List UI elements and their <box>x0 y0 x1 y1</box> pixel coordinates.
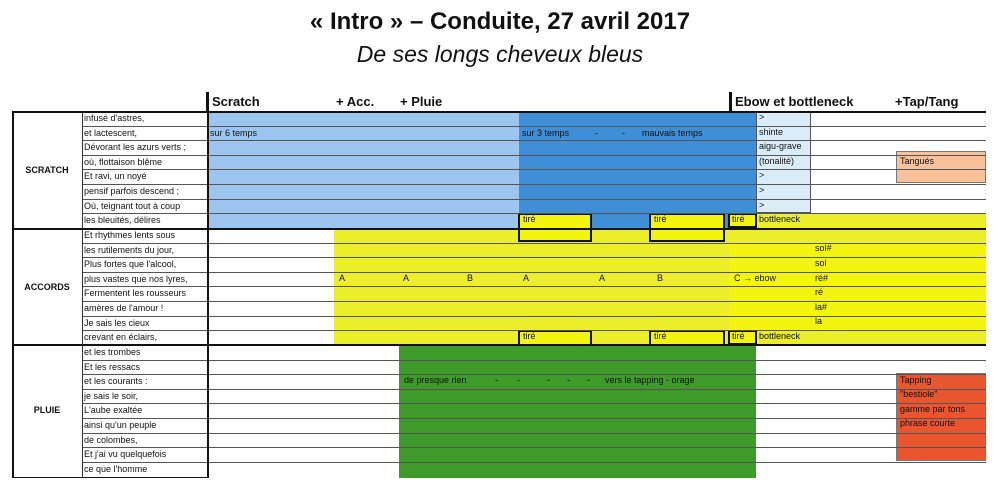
row-line <box>82 243 986 244</box>
row-line <box>82 272 986 273</box>
lyric-line: Je sais les cieux <box>84 317 150 328</box>
ebow-note: shinte <box>759 127 784 137</box>
ebow-note: (tonalité) <box>759 156 795 166</box>
note-label: ré# <box>815 273 829 283</box>
bottleneck-label: bottleneck <box>759 331 801 341</box>
tap-box-line: gamme par tons <box>900 404 966 414</box>
tap-box-line: phrase courte <box>900 418 956 428</box>
section-divider <box>82 111 83 478</box>
chord-letter: B <box>657 273 664 283</box>
ebow-note: > <box>759 112 765 122</box>
chord-letter: A <box>403 273 410 283</box>
row-line <box>82 403 986 404</box>
lyric-line: Fermentent les rousseurs <box>84 288 187 299</box>
header-divider <box>729 92 732 111</box>
header-scratch: Scratch <box>212 94 260 109</box>
annotation-dash: - <box>595 128 598 138</box>
lyric-line: de colombes, <box>84 434 138 445</box>
lyric-line: Où, teignant tout à coup <box>84 200 181 211</box>
annotation-sur3: sur 3 temps <box>522 128 570 138</box>
ebow-note: > <box>759 170 765 180</box>
row-line <box>82 374 986 375</box>
row-line <box>82 433 986 434</box>
lyric-line: Plus fortes que l'alcool, <box>84 259 177 270</box>
lyric-line: Dévorant les azurs verts ; <box>84 142 187 153</box>
annotation-dash: - <box>587 375 590 385</box>
row-line <box>82 140 986 141</box>
annotation-dash: - <box>567 375 570 385</box>
row-line <box>82 418 986 419</box>
header-ebow: Ebow et bottleneck <box>735 94 854 109</box>
tire-label: tiré <box>523 331 536 341</box>
row-line <box>82 447 986 448</box>
lyric-line: crevant en éclairs, <box>84 332 158 343</box>
tire-label: tiré <box>654 214 667 224</box>
lyric-line: infusé d'astres, <box>84 113 145 123</box>
page-title: « Intro » – Conduite, 27 avril 2017 <box>309 8 691 35</box>
lyric-line: Et j'ai vu quelquefois <box>84 449 167 460</box>
tangues-label: Tangués <box>900 156 935 166</box>
annotation-dash: - <box>547 375 550 385</box>
tire-label: tiré <box>523 214 536 224</box>
row-line <box>82 316 986 317</box>
tire-label: tiré <box>654 331 667 341</box>
note-label: sol <box>815 258 827 268</box>
chord-letter: A <box>339 273 346 283</box>
lyric-line: où, flottaison blême <box>84 156 163 167</box>
bottleneck-strip <box>811 213 986 228</box>
cue-sheet <box>12 111 986 478</box>
annotation-dash: - <box>517 375 520 385</box>
chord-letter: B <box>467 273 474 283</box>
lyrics-divider <box>207 111 209 478</box>
header-divider <box>206 92 209 111</box>
section-label-pluie: PLUIE <box>33 405 61 415</box>
pluie-green-block <box>399 345 756 478</box>
tire-label: tiré <box>732 214 745 224</box>
ebow-note: > <box>759 185 765 195</box>
sheet-bottom-border <box>12 477 207 478</box>
annotation-dash: - <box>622 128 625 138</box>
annotation-dash: - <box>495 375 498 385</box>
row-line <box>82 360 986 361</box>
lyric-line: les rutilements du jour, <box>84 244 175 255</box>
lyric-line: amères de l'amour ! <box>84 303 164 314</box>
lyric-line: les bleuités, délires <box>84 215 161 226</box>
ebow-note: aigu-grave <box>759 141 802 151</box>
row-line <box>82 286 986 287</box>
chord-letter: A <box>523 273 530 283</box>
row-line <box>82 184 986 185</box>
annotation-presque-rien: de presque rien <box>404 375 467 385</box>
lyric-line: plus vastes que nos lyres, <box>84 273 188 284</box>
lyric-line: Et ravi, un noyé <box>84 171 147 182</box>
row-line <box>82 462 986 463</box>
note-label: la <box>815 316 823 326</box>
row-line <box>82 257 986 258</box>
row-line <box>82 301 986 302</box>
tap-box-line: "bestiole" <box>900 389 938 399</box>
row-line <box>82 169 986 170</box>
lyric-line: et les trombes <box>84 346 141 357</box>
section-label-scratch: SCRATCH <box>25 165 69 175</box>
lyric-line: je sais le soir, <box>84 390 139 401</box>
tap-box-line: Tapping <box>900 375 932 385</box>
lyric-line: ce que l'homme <box>84 463 148 474</box>
lyric-line: Et les ressacs <box>84 361 141 372</box>
chord-letter: A <box>599 273 606 283</box>
tire-label: tiré <box>732 331 745 341</box>
bottleneck-label: bottleneck <box>759 214 801 224</box>
lyric-line: et les courants : <box>84 376 148 387</box>
annotation-sur6: sur 6 temps <box>210 128 258 138</box>
row-line <box>82 155 986 156</box>
section-label-accords: ACCORDS <box>24 282 70 292</box>
note-label: ré <box>815 287 824 297</box>
ebow-note: > <box>759 200 765 210</box>
header-pluie: + Pluie <box>400 94 443 109</box>
header-tap: +Tap/Tang <box>895 94 959 109</box>
header-acc: + Acc. <box>336 94 375 109</box>
note-label: sol# <box>815 243 832 253</box>
c-ebow-label: C → ebow <box>734 273 777 283</box>
lyric-line: ainsi qu'un peuple <box>84 420 157 431</box>
note-label: la# <box>815 302 828 312</box>
lyric-line: Et rhythmes lents sous <box>84 229 176 240</box>
annotation-mauvais-temps: mauvais temps <box>642 128 703 138</box>
row-line <box>82 199 986 200</box>
row-line <box>82 389 986 390</box>
lyric-line: pensif parfois descend ; <box>84 186 180 197</box>
annotation-tapping-orage: vers le tapping - orage <box>605 375 695 385</box>
lyric-line: et lactescent, <box>84 127 138 138</box>
lyric-line: L'aube exaltée <box>84 405 143 416</box>
page-subtitle: De ses longs cheveux bleus <box>356 41 644 67</box>
